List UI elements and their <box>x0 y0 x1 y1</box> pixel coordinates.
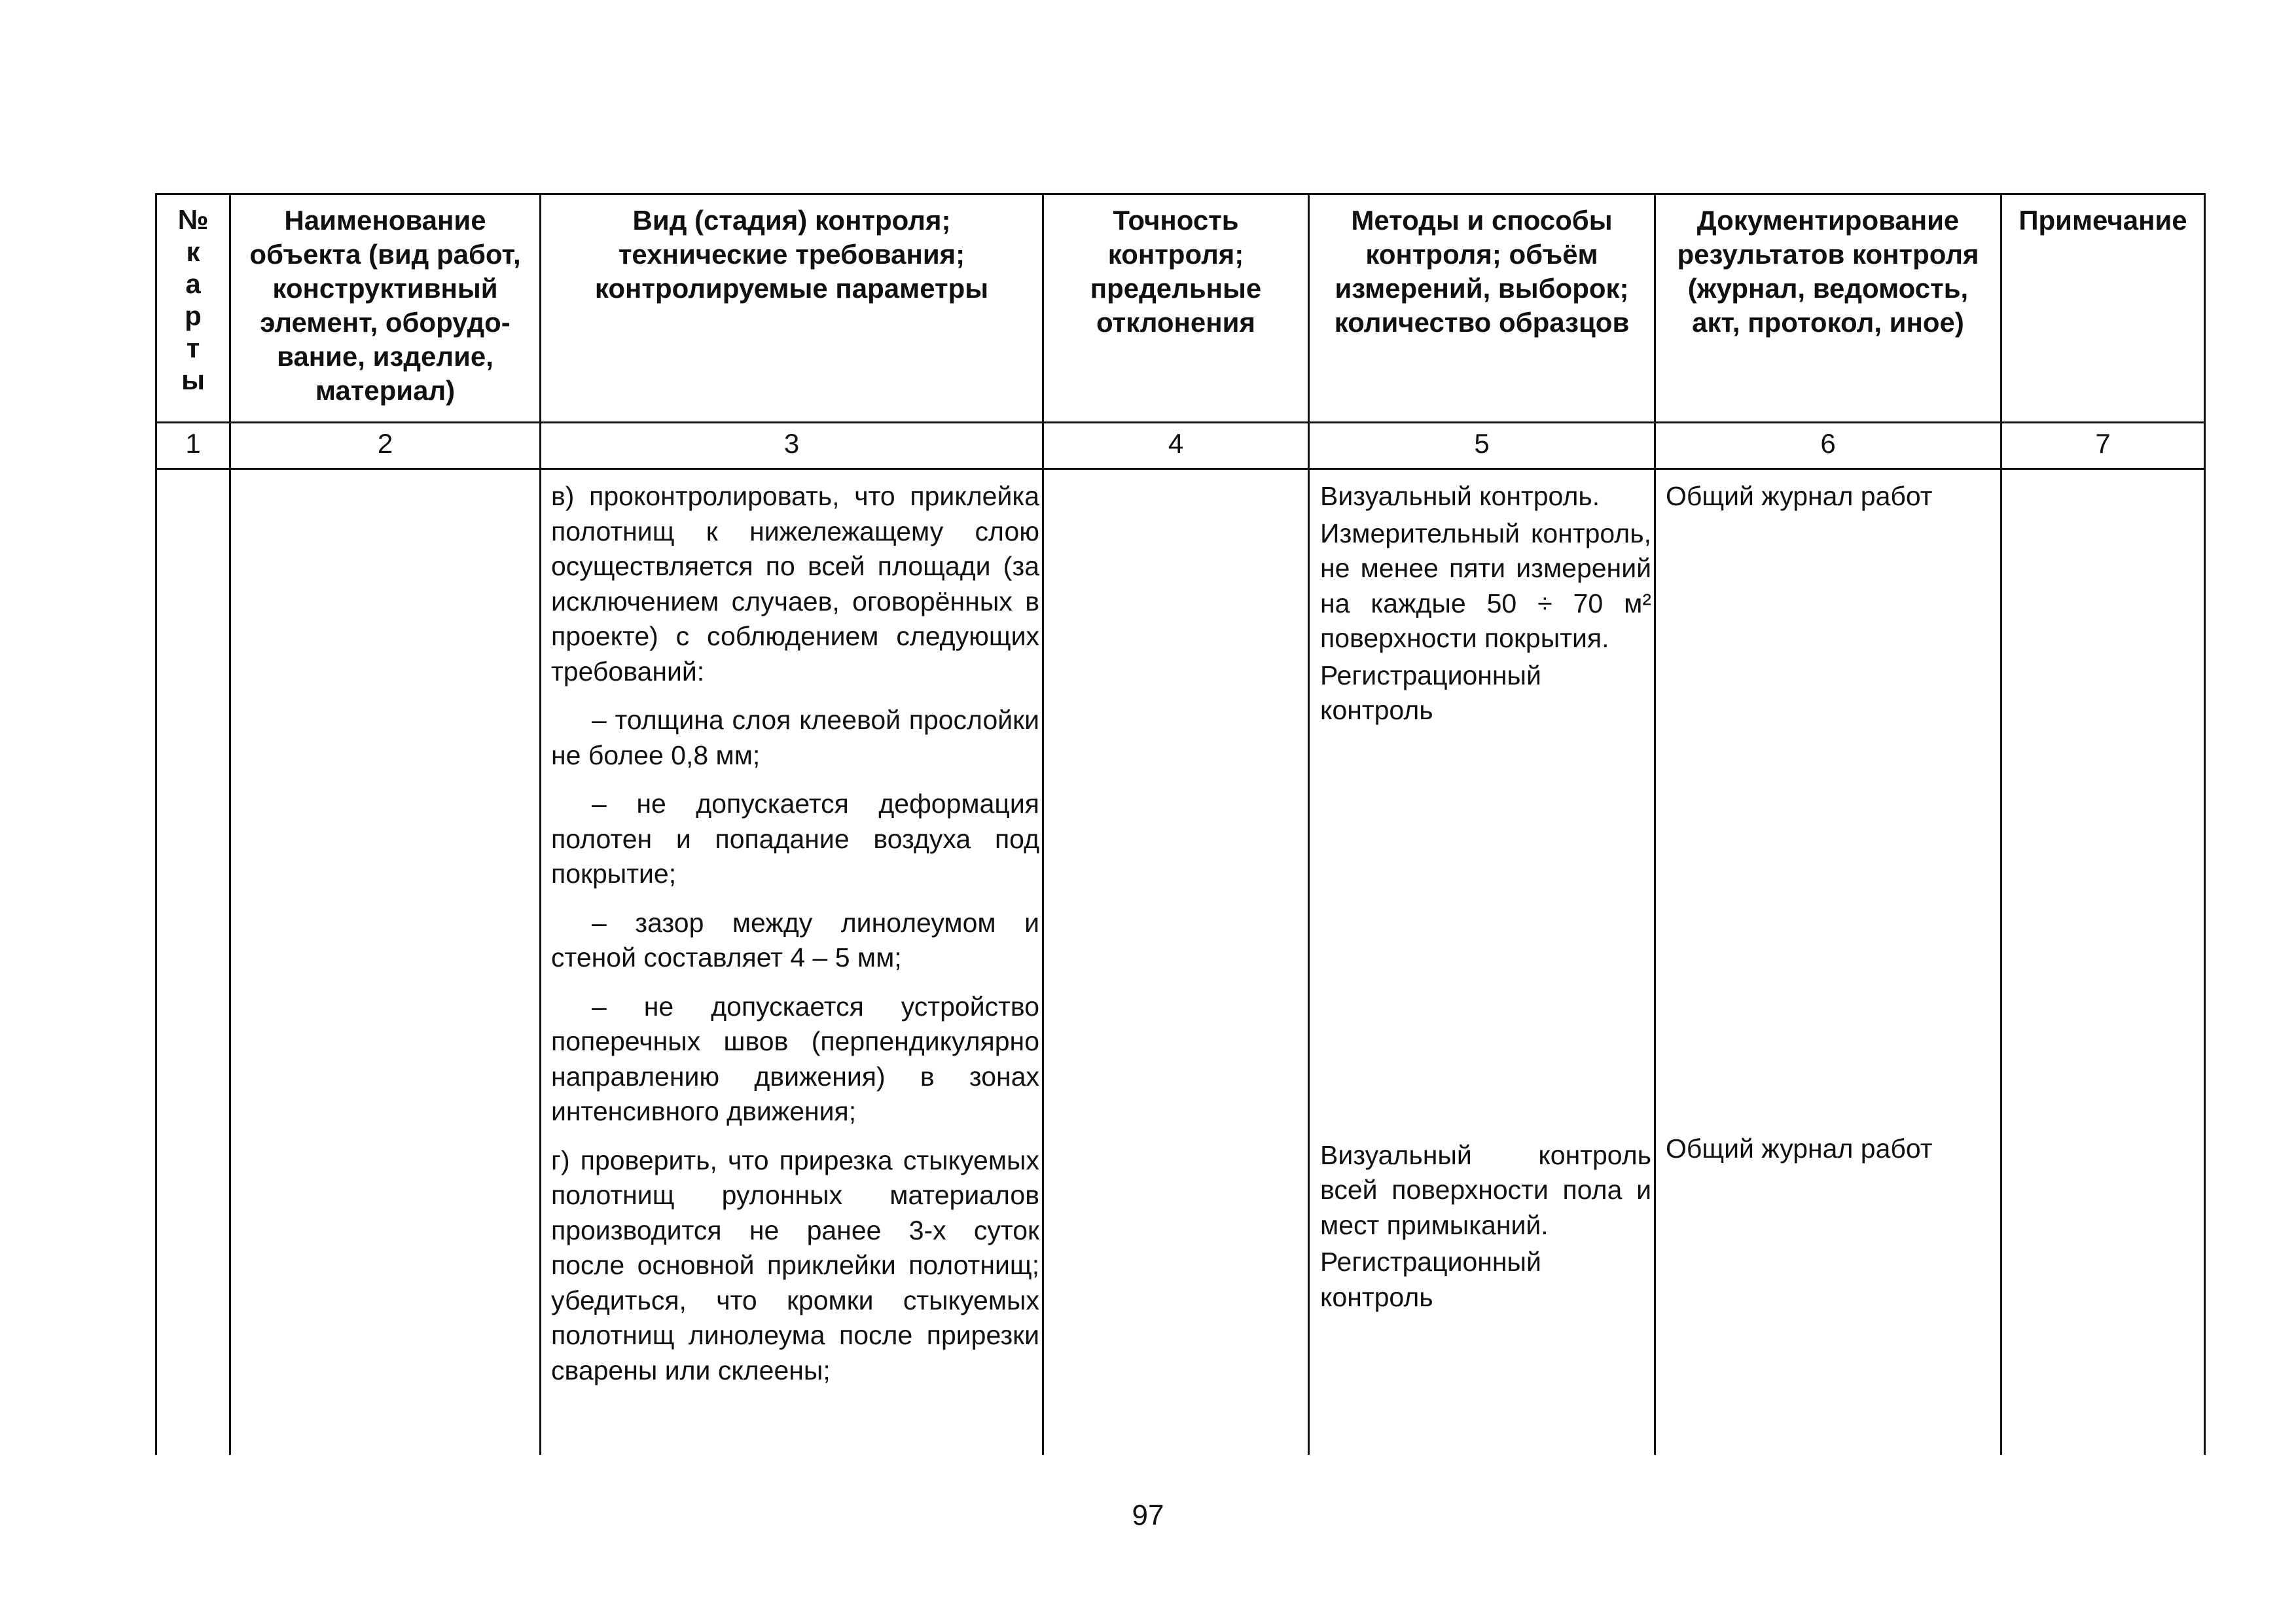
column-number: 4 <box>1042 423 1308 468</box>
header-object-name: Наименование объекта (вид работ, конструктивный элемент, оборудо- вание, изделие, материал) <box>229 195 539 421</box>
methods-cell <box>1308 470 1654 1455</box>
column-number: 7 <box>2000 423 2206 468</box>
requirement-item: – зазор между линолеумом и стеной составляет 4 – 5 мм; <box>551 907 1039 972</box>
header-card-number: № к а р т ы <box>155 195 229 421</box>
requirements-cell <box>539 470 1042 1455</box>
header-control-type: Вид (стадия) контроля; технические требования; контролируемые параметры <box>539 195 1042 421</box>
column-number-row <box>155 423 2206 470</box>
method-item: Визуальный контроль всей поверхности пола и мест примыканий. <box>1320 1139 1651 1240</box>
documentation-item: Общий журнал работ <box>1666 1133 1933 1164</box>
method-item: Регистрационный контроль <box>1320 660 1541 725</box>
table-header-row <box>155 193 2206 423</box>
header-documentation: Документирование результатов контроля (журнал, ведомость, акт, протокол, иное) <box>1654 195 2000 421</box>
requirement-item: в) проконтролировать, что приклейка полотнищ к нижележащему слою осуществляется по всей площади (за исключением случаев, оговорённых в проекте) с соблюдением следующих требований: <box>551 481 1039 687</box>
column-number: 6 <box>1654 423 2000 468</box>
accuracy-cell <box>1042 470 1308 1455</box>
page-number: 97 <box>1132 1499 1164 1531</box>
documentation-cell <box>1654 470 2000 1455</box>
control-table <box>155 193 2206 1455</box>
column-number: 5 <box>1308 423 1654 468</box>
method-item: Измерительный контроль, не менее пяти измерений на каждые 50 ÷ 70 м² поверхности покрытия. <box>1320 518 1651 653</box>
method-item: Регистрационный контроль <box>1320 1247 1541 1312</box>
header-control-methods: Методы и способы контроля; объём измерений, выборок; количество образцов <box>1308 195 1654 421</box>
column-number: 1 <box>155 423 229 468</box>
header-control-accuracy: Точность контроля; предельные отклонения <box>1042 195 1308 421</box>
requirement-item: – толщина слоя клеевой прослойки не более 0,8 мм; <box>551 705 1039 770</box>
requirement-item: г) проверить, что прирезка стыкуемых полотнищ рулонных материалов производится не ранее 3-х суток после основной приклейки полотнищ; убедиться, что кромки стыкуемых полотнищ линолеума после прирезки сварены или склеены; <box>551 1145 1039 1385</box>
column-number: 2 <box>229 423 539 468</box>
table-body-row <box>155 470 2206 1455</box>
card-number-cell <box>155 470 229 1455</box>
requirement-item: – не допускается деформация полотен и попадание воздуха под покрытие; <box>551 789 1039 889</box>
requirement-item: – не допускается устройство поперечных швов (перпендикулярно направлению движения) в зонах интенсивного движения; <box>551 991 1039 1126</box>
method-item: Визуальный контроль. <box>1320 481 1600 511</box>
note-cell <box>2000 470 2206 1455</box>
documentation-item: Общий журнал работ <box>1666 481 1933 511</box>
header-note: Примечание <box>2000 195 2206 421</box>
column-number: 3 <box>539 423 1042 468</box>
object-name-cell <box>229 470 539 1455</box>
